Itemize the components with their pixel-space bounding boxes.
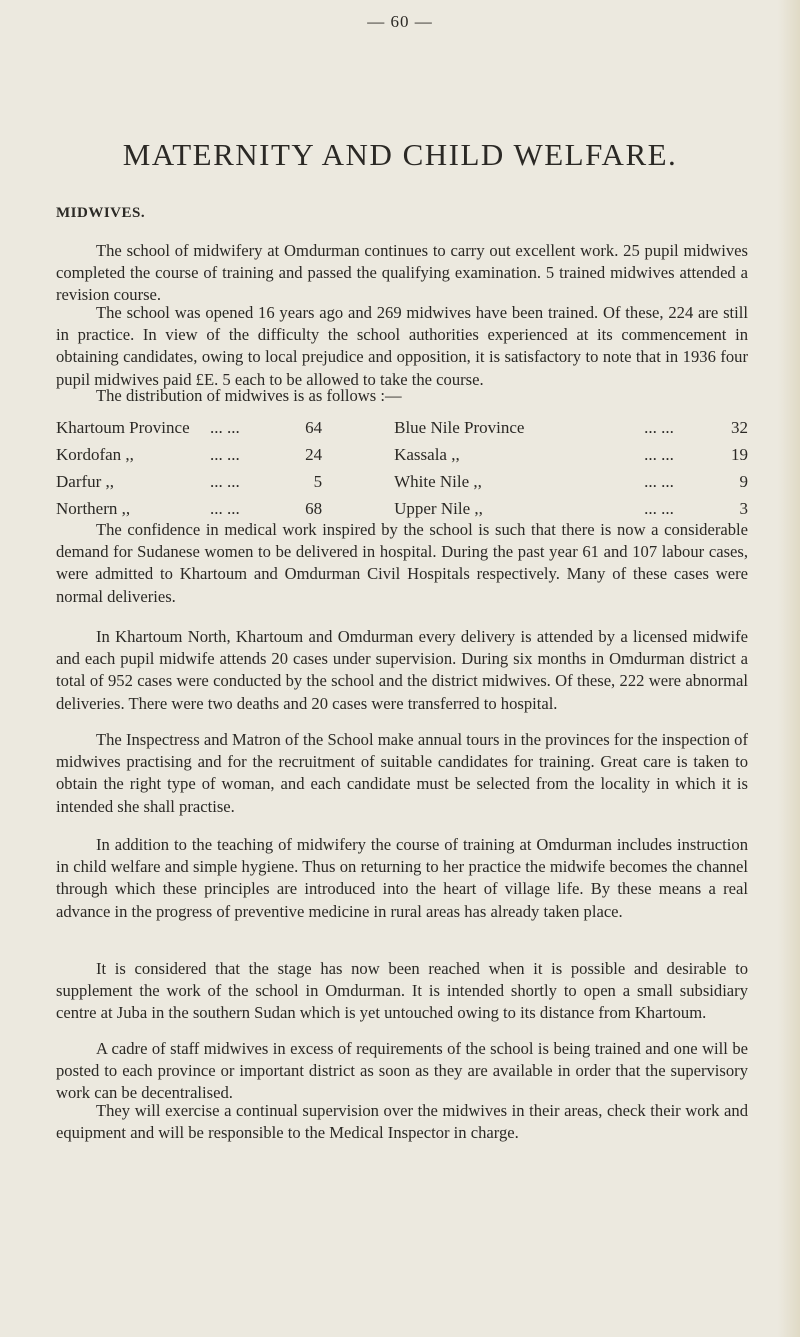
page-number: — 60 — [367, 12, 433, 31]
leader-dots: ... ... [210, 417, 240, 437]
paper-edge-stain [778, 0, 800, 1337]
table-row [56, 495, 748, 522]
leader-dots: ... ... [210, 498, 240, 518]
midwife-count: 68 [305, 498, 323, 518]
midwife-count: 64 [305, 417, 323, 437]
paragraph-staff-cadre: A cadre of staff midwives in excess of requirements of the school is being trained and one will be posted to each province or important district as soon as they are available in order that the supervisory work can be decentralised. [56, 1039, 748, 1103]
paragraph-school-work: The school of midwifery at Omdurman continues to carry out excellent work. 25 pupil midwives completed the course of training and passed the qualifying examination. 5 trained midwives attended a revision course. [56, 241, 748, 305]
midwife-count: 3 [739, 498, 748, 518]
province-name: Kordofan ,, [56, 444, 134, 464]
midwife-count: 19 [731, 444, 748, 464]
province-name: Northern ,, [56, 498, 131, 518]
leader-dots: ... ... [644, 444, 674, 464]
province-name: Khartoum Province [56, 417, 190, 437]
table-row [56, 468, 748, 495]
paragraph-school-history: The school was opened 16 years ago and 269 midwives have been trained. Of these, 224 are still in practice. In view of the difficulty the school authorities experienced at its commencement in obtaining candidates, owing to local prejudice and opposition, it is satisfactory to note that in 1936 four pupil midwives paid £E. 5 each to be allowed to take the course. [56, 303, 748, 389]
table-row [56, 414, 748, 441]
province-name: Darfur ,, [56, 471, 115, 491]
paragraph-deliveries: In Khartoum North, Khartoum and Omdurman every delivery is attended by a licensed midwife and each pupil midwife attends 20 cases under supervision. During six months in Omdurman district a total of 952 cases were conducted by the school and the district midwives. Of these, 222 were abnormal deliveries. There were two deaths and 20 cases were transferred to hospital. [56, 627, 748, 713]
paragraph-training-course: In addition to the teaching of midwifery the course of training at Omdurman includes instruction in child welfare and simple hygiene. Thus on returning to her practice the midwife becomes the channel through which these principles are introduced into the heart of village life. By these means a real advance in the progress of preventive medicine in rural areas has already taken place. [56, 835, 748, 921]
province-name: Upper Nile ,, [394, 498, 483, 518]
paragraph-juba-centre: It is considered that the stage has now been reached when it is possible and desirable to supplement the work of the school in Omdurman. It is intended shortly to open a small subsidiary centre at Juba in the southern Sudan which is yet untouched owing to its distance from Khartoum. [56, 959, 748, 1023]
table-row [56, 441, 748, 468]
province-name: Blue Nile Province [394, 417, 525, 437]
midwife-count: 5 [313, 471, 323, 491]
midwife-count: 9 [739, 471, 748, 491]
leader-dots: ... ... [210, 444, 240, 464]
leader-dots: ... ... [644, 417, 674, 437]
leader-dots: ... ... [644, 471, 674, 491]
province-name: Kassala ,, [394, 444, 460, 464]
midwife-count: 32 [731, 417, 748, 437]
leader-dots: ... ... [644, 498, 674, 518]
paragraph-hospital-demand: The confidence in medical work inspired by the school is such that there is now a considerable demand for Sudanese women to be delivered in hospital. During the past year 61 and 107 labour cases, were admitted to Khartoum and Omdurman Civil Hospitals respectively. Many of these cases were normal deliveries. [56, 520, 748, 606]
paragraph-distribution-intro: The distribution of midwives is as follows :— [96, 386, 402, 405]
midwife-count: 24 [305, 444, 323, 464]
distribution-table [56, 414, 748, 522]
province-name: White Nile ,, [394, 471, 482, 491]
paragraph-inspection-tours: The Inspectress and Matron of the School make annual tours in the provinces for the inspection of midwives practising and for the recruitment of suitable candidates for training. Great care is taken to obtain the right type of woman, and each candidate must be selected from the locality in which it is intended she shall practise. [56, 730, 748, 816]
page-title: MATERNITY AND CHILD WELFARE. [122, 137, 678, 172]
leader-dots: ... ... [210, 471, 240, 491]
paragraph-supervision: They will exercise a continual supervision over the midwives in their areas, check their work and equipment and will be responsible to the Medical Inspector in charge. [56, 1101, 748, 1143]
section-heading: MIDWIVES. [56, 205, 146, 221]
